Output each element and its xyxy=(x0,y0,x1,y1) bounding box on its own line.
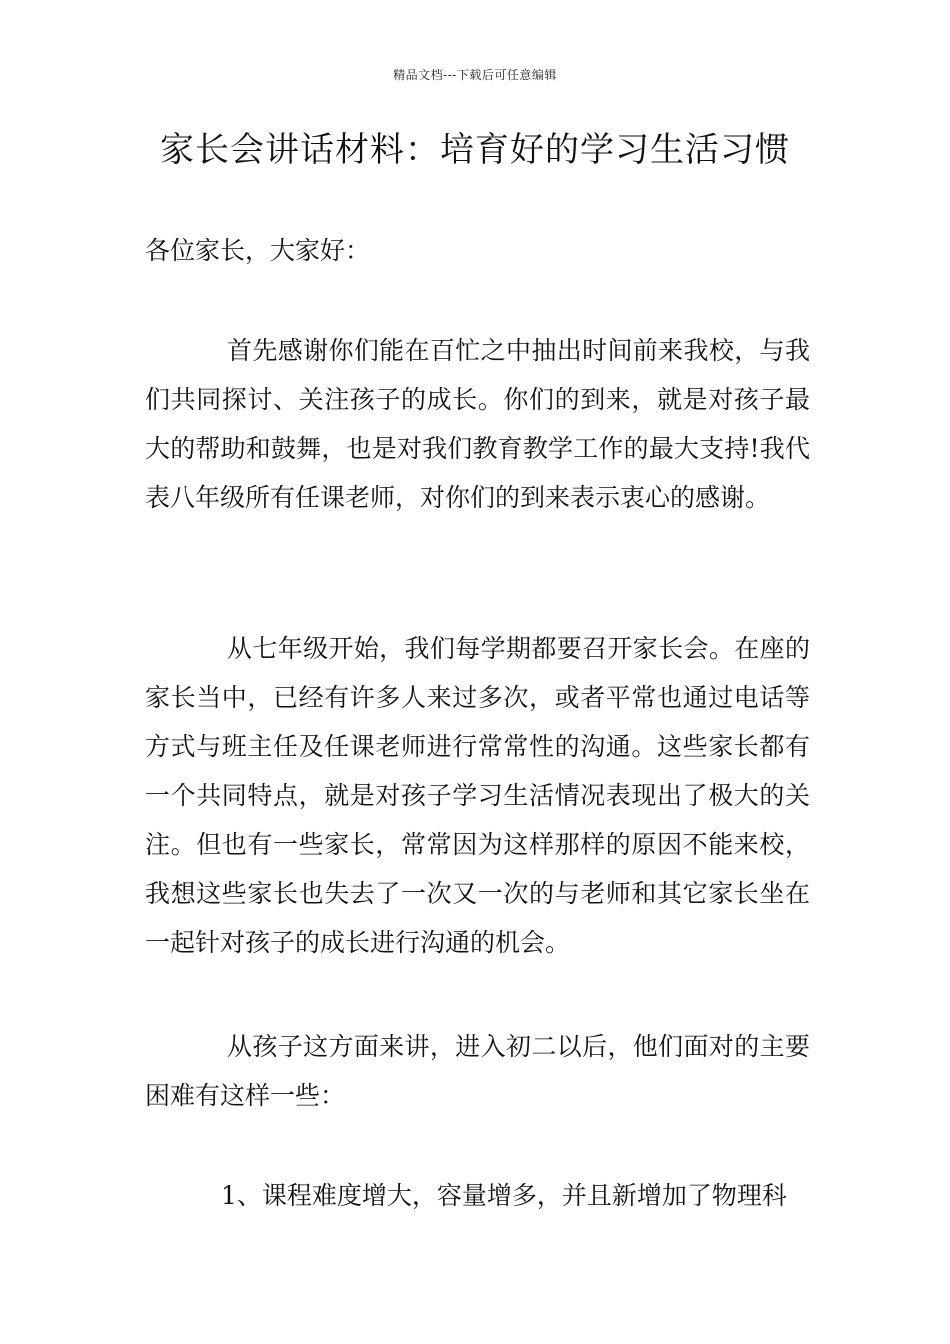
header-note: 精品文档---下载后可任意编辑 xyxy=(393,68,557,82)
paragraph-3: 从孩子这方面来讲，进入初二以后，他们面对的主要困难有这样一些： xyxy=(145,1032,810,1110)
paragraph-1: 首先感谢你们能在百忙之中抽出时间前来我校，与我们共同探讨、关注孩子的成长。你们的到来，就是对孩子最大的帮助和鼓舞，也是对我们教育教学工作的最大支持!我代表八年级所有任课老师，对你们的到来表示衷心的感谢。 xyxy=(145,336,810,512)
paragraph-4: 1、课程难度增大，容量增多，并且新增加了物理科 xyxy=(221,1181,787,1210)
paragraph-2: 从七年级开始，我们每学期都要召开家长会。在座的家长当中，已经有许多人来过多次，或者平常也通过电话等方式与班主任及任课老师进行常常性的沟通。这些家长都有一个共同特点，就是对孩子学习生活情况表现出了极大的关注。但也有一些家长，常常因为这样那样的原因不能来校，我想这些家长也失去了一次又一次的与老师和其它家长坐在一起针对孩子的成长进行沟通的机会。 xyxy=(145,634,810,957)
greeting: 各位家长，大家好： xyxy=(145,236,371,265)
document-title: 家长会讲话材料：培育好的学习生活习惯 xyxy=(160,130,790,170)
